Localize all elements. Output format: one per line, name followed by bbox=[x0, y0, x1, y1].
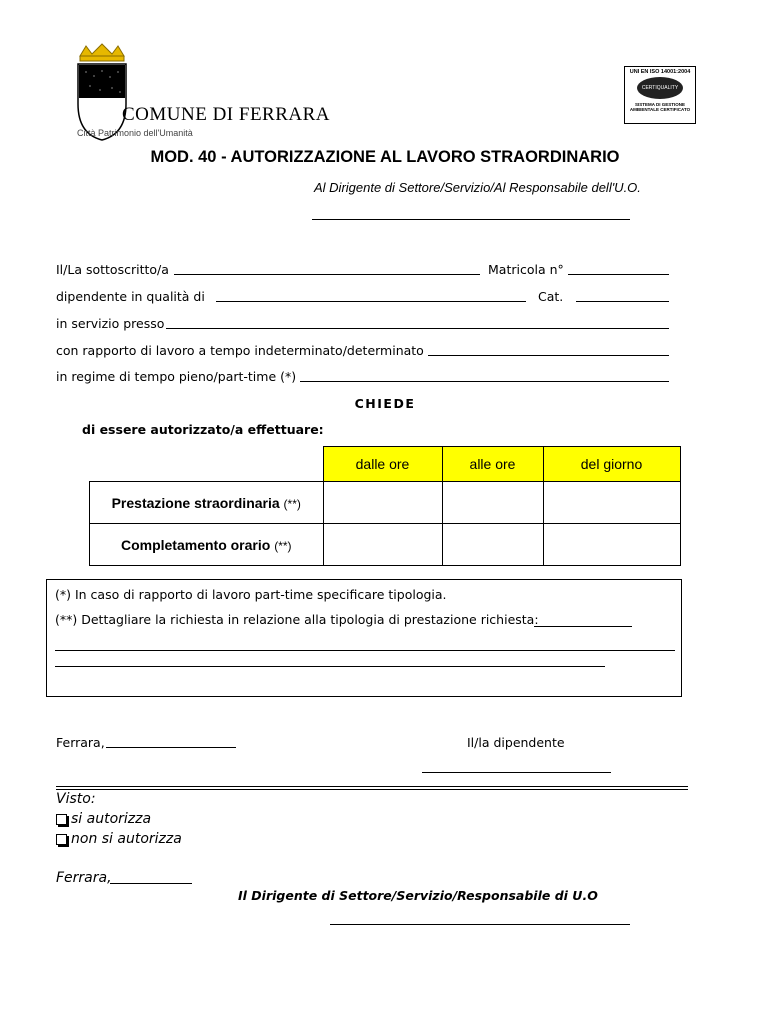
sottoscritto-field[interactable] bbox=[174, 274, 480, 275]
regime-field[interactable] bbox=[300, 381, 669, 382]
cert-bottom-text-2: AMBIENTALE CERTIFICATO bbox=[629, 107, 691, 112]
note-dettaglio: (**) Dettagliare la richiesta in relazione alla tipologia di prestazione richiesta: bbox=[55, 612, 539, 627]
divider bbox=[56, 786, 688, 790]
option-no-label: non si autorizza bbox=[71, 831, 182, 847]
coat-of-arms-logo bbox=[72, 42, 132, 142]
regime-label: in regime di tempo pieno/part-time (*) bbox=[56, 369, 297, 384]
sottoscritto-label: Il/La sottoscritto/a bbox=[56, 262, 169, 277]
approval-place-label: Ferrara, bbox=[56, 870, 112, 886]
checkbox-icon[interactable] bbox=[56, 814, 67, 825]
row-label-straordinaria bbox=[90, 482, 324, 524]
servizio-field[interactable] bbox=[166, 328, 669, 329]
hours-table bbox=[89, 446, 681, 566]
rapporto-label: con rapporto di lavoro a tempo indeterminato/determinato bbox=[56, 343, 424, 358]
row-label-text: Completamento orario bbox=[120, 536, 271, 553]
cat-field[interactable] bbox=[576, 301, 669, 302]
header-alle-ore: alle ore bbox=[442, 447, 543, 482]
brand-name: COMUNE DI FERRARA bbox=[122, 104, 331, 125]
cell-giorno-straordinaria[interactable] bbox=[543, 482, 680, 524]
signer-signature-field[interactable] bbox=[330, 924, 630, 925]
cert-bottom-text-1: SISTEMA DI GESTIONE bbox=[634, 102, 686, 107]
cell-alle-ore-straordinaria[interactable] bbox=[442, 482, 543, 524]
checkbox-icon[interactable] bbox=[56, 834, 67, 845]
brand-tagline: Città Patrimonio dell'Umanità bbox=[77, 128, 193, 138]
row-label-text: Prestazione straordinaria bbox=[111, 494, 280, 511]
table-row bbox=[90, 482, 681, 524]
dettaglio-field-1[interactable] bbox=[534, 626, 632, 627]
cert-seal bbox=[637, 77, 683, 99]
table-empty-cell bbox=[90, 447, 324, 482]
row-label-completamento bbox=[90, 524, 324, 566]
signer-title: Il Dirigente di Settore/Servizio/Responsabile di U.O bbox=[238, 888, 598, 903]
option-si-autorizza[interactable] bbox=[56, 811, 151, 827]
employee-signature-label: Il/la dipendente bbox=[467, 735, 565, 750]
option-si-label: si autorizza bbox=[71, 811, 152, 827]
row-label-note: (**) bbox=[274, 538, 292, 553]
rapporto-field[interactable] bbox=[428, 355, 669, 356]
matricola-field[interactable] bbox=[568, 274, 669, 275]
matricola-label: Matricola n° bbox=[488, 262, 564, 277]
place-label: Ferrara, bbox=[56, 735, 105, 750]
chiede-heading: CHIEDE bbox=[354, 396, 416, 411]
header-del-giorno: del giorno bbox=[543, 447, 680, 482]
approval-date-field[interactable] bbox=[110, 883, 192, 884]
dettaglio-field-2[interactable] bbox=[55, 650, 675, 651]
cell-alle-ore-completamento[interactable] bbox=[442, 524, 543, 566]
table-row bbox=[90, 524, 681, 566]
option-non-autorizza[interactable] bbox=[56, 831, 182, 847]
cert-top-text: UNI EN ISO 14001:2004 bbox=[629, 69, 691, 75]
note-part-time: (*) In caso di rapporto di lavoro part-time specificare tipologia. bbox=[55, 587, 447, 602]
date-field[interactable] bbox=[106, 747, 236, 748]
form-title: MOD. 40 - AUTORIZZAZIONE AL LAVORO STRAORDINARIO bbox=[150, 148, 620, 166]
servizio-label: in servizio presso bbox=[56, 316, 165, 331]
autorizzato-label: di essere autorizzato/a effettuare: bbox=[82, 422, 324, 437]
header-dalle-ore: dalle ore bbox=[323, 447, 442, 482]
qualifica-field[interactable] bbox=[216, 301, 526, 302]
table-header-row bbox=[90, 447, 681, 482]
cert-mark-text: CERTIQUALITY bbox=[641, 85, 679, 91]
dettaglio-field-3[interactable] bbox=[55, 666, 605, 667]
certification-badge bbox=[624, 66, 696, 124]
row-label-note: (**) bbox=[283, 496, 301, 511]
qualifica-label: dipendente in qualità di bbox=[56, 289, 205, 304]
addressee-line: Al Dirigente di Settore/Servizio/Al Responsabile dell'U.O. bbox=[314, 180, 641, 195]
notes-box bbox=[46, 579, 682, 697]
addressee-name-field[interactable] bbox=[312, 219, 630, 220]
cell-dalle-ore-completamento[interactable] bbox=[323, 524, 442, 566]
visto-label: Visto: bbox=[56, 791, 96, 807]
employee-signature-field[interactable] bbox=[422, 772, 611, 773]
cell-dalle-ore-straordinaria[interactable] bbox=[323, 482, 442, 524]
cat-label: Cat. bbox=[538, 289, 564, 304]
cell-giorno-completamento[interactable] bbox=[543, 524, 680, 566]
